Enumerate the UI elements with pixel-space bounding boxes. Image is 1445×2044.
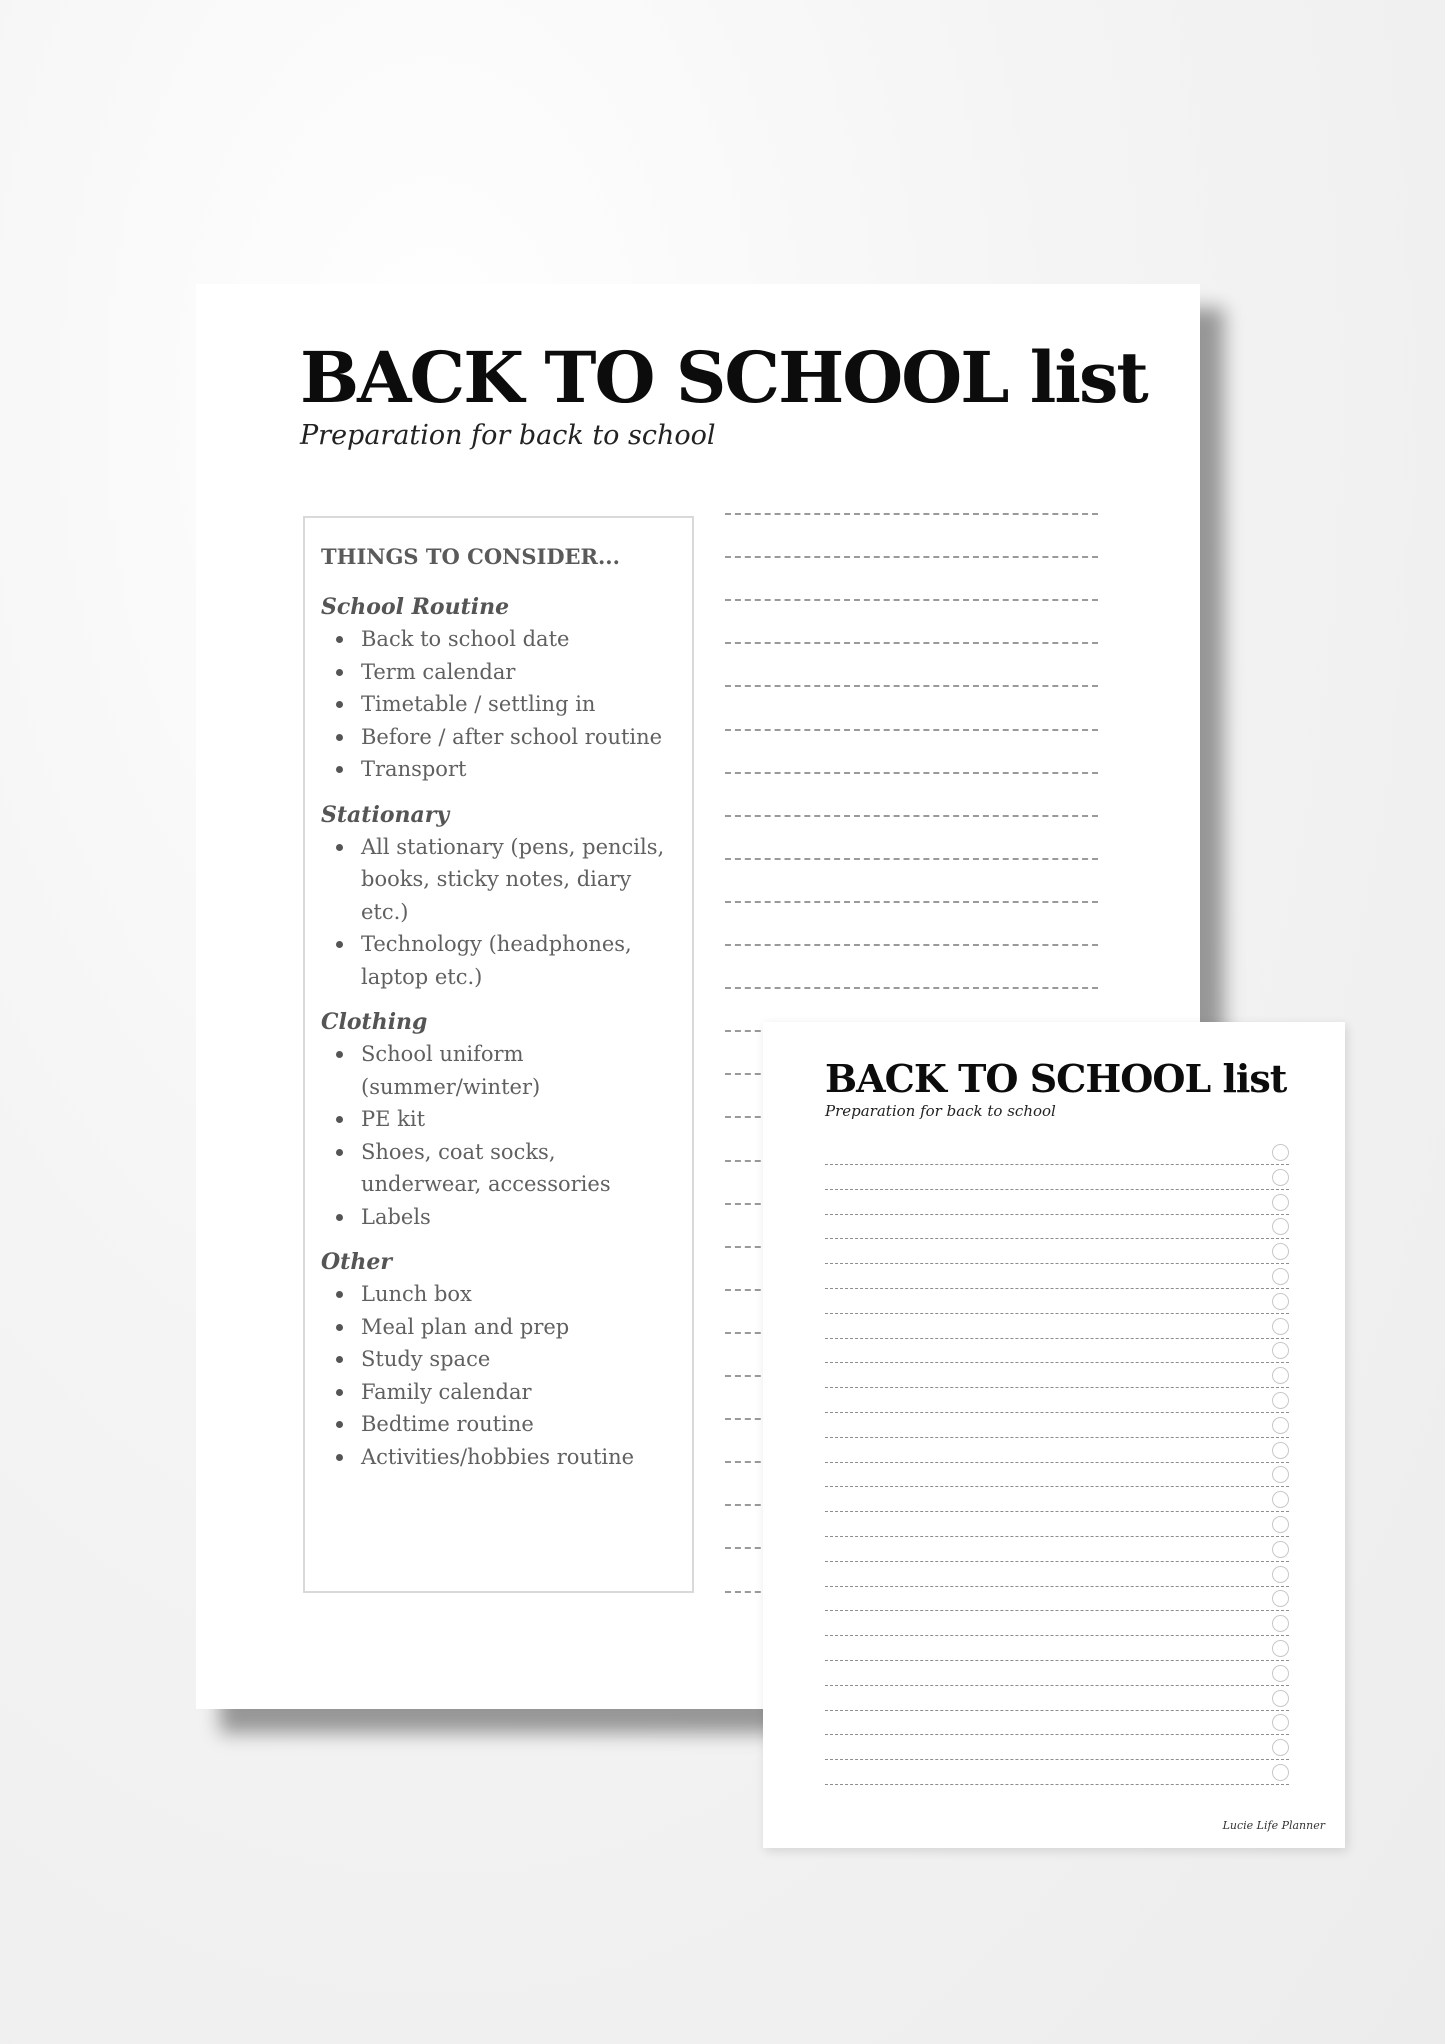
- checklist-row: [825, 1710, 1289, 1735]
- writing-line: [725, 729, 1098, 731]
- list-item: [321, 688, 676, 721]
- checkbox-circle-icon: [1272, 1318, 1289, 1335]
- section-stationary: [321, 802, 676, 994]
- section-other: [321, 1249, 676, 1473]
- bullet-icon: [336, 766, 343, 773]
- list-item: [321, 656, 676, 689]
- list-item-text: PE kit: [361, 1107, 426, 1131]
- checkbox-circle-icon: [1272, 1491, 1289, 1508]
- writing-line: [725, 685, 1098, 687]
- bullet-icon: [336, 844, 343, 851]
- checklist-row: [825, 1586, 1289, 1611]
- writing-line: [725, 513, 1098, 515]
- list-item: [321, 1376, 676, 1409]
- checklist-row: [825, 1264, 1289, 1289]
- list-item-text: Timetable / settling in: [361, 692, 596, 716]
- checkbox-circle-icon: [1272, 1367, 1289, 1384]
- checkbox-circle-icon: [1272, 1541, 1289, 1558]
- checklist-row: [825, 1338, 1289, 1363]
- list-item-text: Lunch box: [361, 1282, 472, 1306]
- section-title: Other: [321, 1249, 392, 1275]
- checkbox-circle-icon: [1272, 1268, 1289, 1285]
- checkbox-circle-icon: [1272, 1739, 1289, 1756]
- bullet-icon: [336, 1291, 343, 1298]
- checkbox-circle-icon: [1272, 1466, 1289, 1483]
- bullet-icon: [336, 1454, 343, 1461]
- checkbox-circle-icon: [1272, 1442, 1289, 1459]
- list-item: [321, 1136, 676, 1201]
- brand-footer: Lucie Life Planner: [1222, 1819, 1325, 1832]
- section-title: Stationary: [321, 801, 450, 828]
- checkbox-circle-icon: [1272, 1665, 1289, 1682]
- checkbox-circle-icon: [1272, 1516, 1289, 1533]
- list-item: [321, 831, 676, 929]
- list-item-text: Meal plan and prep: [361, 1314, 570, 1339]
- checklist-row: [825, 1735, 1289, 1760]
- list-item: [321, 1311, 676, 1344]
- checkbox-circle-icon: [1272, 1615, 1289, 1632]
- bullet-icon: [336, 1324, 343, 1331]
- checkbox-circle-icon: [1272, 1243, 1289, 1260]
- list-item-text: Term calendar: [361, 659, 516, 684]
- checklist-row: [825, 1462, 1289, 1487]
- small-sheet-title: BACK TO SCHOOL list: [825, 1056, 1287, 1101]
- checkbox-circle-icon: [1272, 1690, 1289, 1707]
- checklist-row: [825, 1413, 1289, 1438]
- checkbox-circle-icon: [1272, 1342, 1289, 1359]
- item-list: [321, 1278, 676, 1473]
- checklist-row: [825, 1239, 1289, 1264]
- checklist-row: [825, 1388, 1289, 1413]
- checklist-row: [825, 1438, 1289, 1463]
- checkbox-circle-icon: [1272, 1144, 1289, 1161]
- checklist-row: [825, 1487, 1289, 1512]
- writing-line: [725, 556, 1098, 558]
- list-item-text: All stationary (pens, pencils, books, sticky notes, diary etc.): [361, 834, 665, 924]
- checklist-row: [825, 1165, 1289, 1190]
- checkbox-circle-icon: [1272, 1417, 1289, 1434]
- checkbox-circle-icon: [1272, 1169, 1289, 1186]
- list-item: [321, 721, 676, 754]
- list-item: [321, 1441, 676, 1474]
- list-item: [321, 623, 676, 656]
- bullet-icon: [336, 636, 343, 643]
- list-item-text: Back to school date: [361, 627, 570, 651]
- writing-line: [725, 772, 1098, 774]
- item-list: [321, 831, 676, 994]
- checklist-row: [825, 1214, 1289, 1239]
- item-list: [321, 623, 676, 786]
- checkbox-circle-icon: [1272, 1293, 1289, 1310]
- large-worksheet-title: BACK TO SCHOOL list: [300, 336, 1147, 419]
- checkbox-circle-icon: [1272, 1590, 1289, 1607]
- list-item: [321, 1408, 676, 1441]
- bullet-icon: [336, 1356, 343, 1363]
- list-item: [321, 753, 676, 786]
- item-list: [321, 1038, 676, 1233]
- writing-line: [725, 901, 1098, 903]
- bullet-icon: [336, 1421, 343, 1428]
- writing-line: [725, 987, 1098, 989]
- list-item: [321, 1201, 676, 1234]
- bullet-icon: [336, 1389, 343, 1396]
- bullet-icon: [336, 941, 343, 948]
- list-item-text: Labels: [361, 1204, 431, 1229]
- list-item-text: School uniform (summer/winter): [361, 1042, 541, 1099]
- writing-line: [725, 642, 1098, 644]
- checklist-row: [825, 1562, 1289, 1587]
- checkbox-circle-icon: [1272, 1714, 1289, 1731]
- checkbox-circle-icon: [1272, 1194, 1289, 1211]
- list-item: [321, 1343, 676, 1376]
- checklist-row: [825, 1760, 1289, 1785]
- checklist-line: [825, 1784, 1289, 1785]
- list-item: [321, 1278, 676, 1311]
- small-checklist-sheet: [763, 1022, 1345, 1848]
- small-sheet-subtitle: Preparation for back to school: [825, 1102, 1056, 1120]
- bullet-icon: [336, 1051, 343, 1058]
- checklist-row: [825, 1636, 1289, 1661]
- things-to-consider-box: [303, 516, 694, 1593]
- list-item-text: Technology (headphones, laptop etc.): [361, 932, 632, 989]
- list-item-text: Transport: [361, 757, 467, 781]
- checklist-row: [825, 1537, 1289, 1562]
- bullet-icon: [336, 1214, 343, 1221]
- list-item-text: Activities/hobbies routine: [361, 1444, 635, 1469]
- bullet-icon: [336, 734, 343, 741]
- section-title: Clothing: [321, 1009, 428, 1035]
- list-item-text: Before / after school routine: [361, 724, 663, 749]
- bullet-icon: [336, 669, 343, 676]
- section-title: School Routine: [321, 594, 510, 620]
- checklist-row: [825, 1314, 1289, 1339]
- checkbox-circle-icon: [1272, 1764, 1289, 1781]
- writing-line: [725, 815, 1098, 817]
- bullet-icon: [336, 1116, 343, 1123]
- bullet-icon: [336, 1149, 343, 1156]
- list-item: [321, 1103, 676, 1136]
- checklist-row: [825, 1140, 1289, 1165]
- checkbox-circle-icon: [1272, 1566, 1289, 1583]
- writing-line: [725, 944, 1098, 946]
- checkbox-circle-icon: [1272, 1218, 1289, 1235]
- checklist-row: [825, 1190, 1289, 1215]
- checklist-row: [825, 1661, 1289, 1686]
- checklist-row: [825, 1289, 1289, 1314]
- large-worksheet-subtitle: Preparation for back to school: [300, 420, 716, 451]
- section-school-routine: [321, 594, 676, 786]
- bullet-icon: [336, 701, 343, 708]
- checklist-row: [825, 1363, 1289, 1388]
- checkbox-circle-icon: [1272, 1640, 1289, 1657]
- checklist-rows: [825, 1140, 1289, 1804]
- list-item-text: Family calendar: [361, 1379, 532, 1404]
- checkbox-circle-icon: [1272, 1392, 1289, 1409]
- list-item: [321, 1038, 676, 1103]
- checklist-row: [825, 1611, 1289, 1636]
- writing-line: [725, 858, 1098, 860]
- writing-line: [725, 599, 1098, 601]
- list-item-text: Shoes, coat socks, underwear, accessories: [361, 1139, 611, 1196]
- things-to-consider-heading: THINGS TO CONSIDER...: [321, 544, 620, 569]
- list-item: [321, 928, 676, 993]
- checklist-row: [825, 1686, 1289, 1711]
- list-item-text: Bedtime routine: [361, 1412, 534, 1436]
- section-clothing: [321, 1009, 676, 1233]
- list-item-text: Study space: [361, 1347, 491, 1371]
- checklist-row: [825, 1512, 1289, 1537]
